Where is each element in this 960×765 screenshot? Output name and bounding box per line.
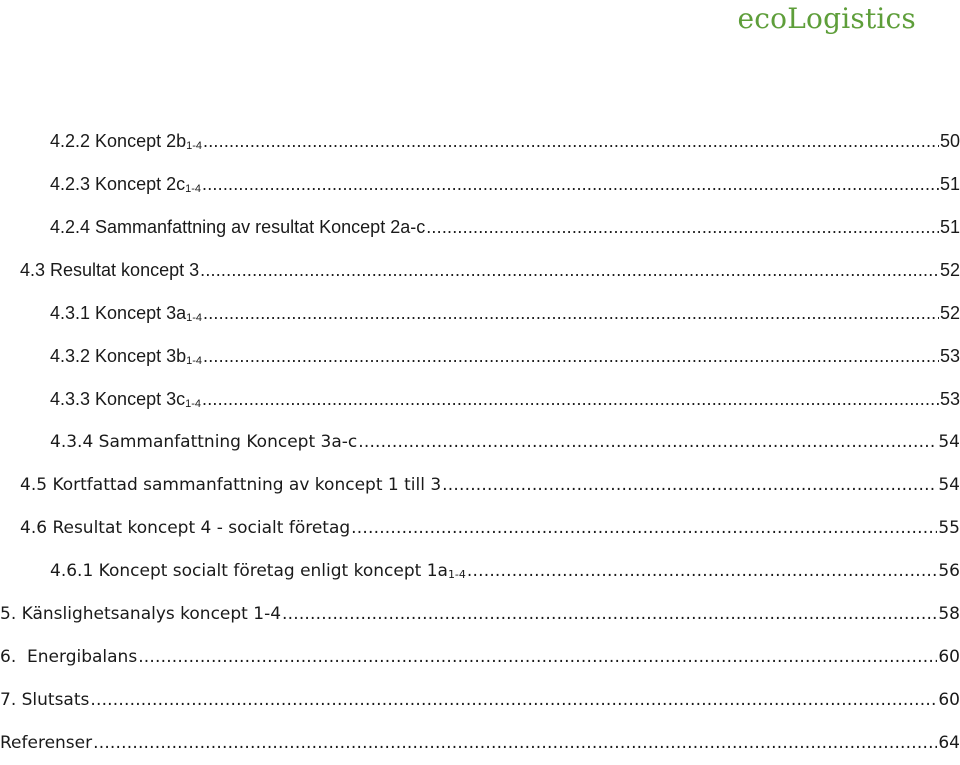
toc-entry-referenser[interactable] bbox=[0, 722, 960, 765]
ecologistics-logo: ecoLogistics bbox=[737, 2, 916, 35]
toc-dot-leader bbox=[203, 130, 939, 152]
toc-entry-subscript: 1-4 bbox=[186, 355, 203, 367]
toc-entry-title: 4.2.2 Koncept $2b_{1-4}$ bbox=[50, 131, 203, 152]
toc-page-number: 60 bbox=[938, 690, 960, 710]
toc-page-number: 60 bbox=[938, 647, 960, 667]
toc-entry-title: 6. Energibalans bbox=[0, 647, 138, 667]
toc-entry-4-3-1[interactable] bbox=[0, 292, 960, 335]
toc-page-number: 54 bbox=[938, 475, 960, 495]
toc-entry-title: 4.3 Resultat koncept 3 bbox=[20, 260, 200, 280]
toc-entry-subscript: 1-4 bbox=[185, 183, 202, 195]
toc-entry-subscript: 1-4 bbox=[185, 398, 202, 410]
toc-entry-title: 4.6.1 Koncept socialt företag enligt koncept $1a_{1-4}$ bbox=[50, 561, 466, 581]
table-of-contents bbox=[0, 120, 960, 765]
toc-page-number: 64 bbox=[938, 733, 960, 753]
toc-page-number: 54 bbox=[938, 432, 960, 452]
toc-dot-leader bbox=[203, 345, 939, 367]
toc-entry-4-3-3[interactable] bbox=[0, 378, 960, 421]
toc-entry-5[interactable] bbox=[0, 593, 960, 636]
toc-dot-leader bbox=[93, 732, 937, 754]
toc-entry-4-2-3[interactable] bbox=[0, 163, 960, 206]
toc-entry-title: 4.3.2 Koncept $3b_{1-4}$ bbox=[50, 346, 203, 367]
toc-dot-leader bbox=[442, 474, 937, 496]
toc-page-number: 58 bbox=[938, 604, 960, 624]
toc-page-number: 52 bbox=[939, 260, 960, 280]
toc-entry-subscript: 1-4 bbox=[447, 568, 466, 581]
toc-page-number: 53 bbox=[939, 346, 960, 366]
toc-entry-4-6-1[interactable] bbox=[0, 550, 960, 593]
toc-page-number: 52 bbox=[939, 303, 960, 323]
toc-entry-subscript: 1-4 bbox=[186, 140, 203, 152]
toc-dot-leader bbox=[202, 388, 939, 410]
toc-entry-4-6[interactable] bbox=[0, 507, 960, 550]
toc-entry-title: 4.2.4 Sammanfattning av resultat Koncept 2a-c bbox=[50, 217, 426, 237]
toc-page-number: 51 bbox=[939, 174, 960, 194]
toc-entry-title: 5. Känslighetsanalys koncept 1-4 bbox=[0, 604, 282, 624]
toc-entry-title: 7. Slutsats bbox=[0, 690, 90, 710]
toc-dot-leader bbox=[138, 646, 937, 668]
toc-entry-6[interactable] bbox=[0, 636, 960, 679]
toc-page-number: 56 bbox=[938, 561, 960, 581]
toc-page-number: 50 bbox=[939, 131, 960, 151]
toc-dot-leader bbox=[426, 216, 939, 238]
toc-entry-title: 4.3.1 Koncept $3a_{1-4}$ bbox=[50, 303, 203, 324]
toc-dot-leader bbox=[467, 560, 937, 582]
toc-dot-leader bbox=[282, 603, 937, 625]
toc-entry-title: 4.6 Resultat koncept 4 - socialt företag bbox=[20, 518, 351, 538]
toc-entry-title: 4.2.3 Koncept $2c_{1-4}$ bbox=[50, 174, 202, 195]
toc-entry-4-3-4[interactable] bbox=[0, 421, 960, 464]
toc-entry-4-5[interactable] bbox=[0, 464, 960, 507]
toc-entry-4-3-2[interactable] bbox=[0, 335, 960, 378]
toc-dot-leader bbox=[90, 689, 937, 711]
toc-dot-leader bbox=[200, 259, 939, 281]
toc-entry-7[interactable] bbox=[0, 679, 960, 722]
toc-page-number: 51 bbox=[939, 217, 960, 237]
toc-entry-4-3[interactable] bbox=[0, 249, 960, 292]
toc-dot-leader bbox=[202, 173, 939, 195]
toc-dot-leader bbox=[203, 302, 939, 324]
toc-entry-title: Referenser bbox=[0, 733, 93, 753]
toc-entry-subscript: 1-4 bbox=[186, 312, 203, 324]
toc-entry-4-2-4[interactable] bbox=[0, 206, 960, 249]
toc-entry-title: 4.3.4 Sammanfattning Koncept 3a-c bbox=[50, 432, 358, 452]
toc-entry-title: 4.3.3 Koncept $3c_{1-4}$ bbox=[50, 389, 202, 410]
toc-dot-leader bbox=[358, 431, 937, 453]
toc-page-number: 55 bbox=[938, 518, 960, 538]
toc-entry-title: 4.5 Kortfattad sammanfattning av koncept 1 till 3 bbox=[20, 475, 442, 495]
toc-dot-leader bbox=[351, 517, 937, 539]
toc-entry-4-2-2[interactable] bbox=[0, 120, 960, 163]
toc-page-number: 53 bbox=[939, 389, 960, 409]
